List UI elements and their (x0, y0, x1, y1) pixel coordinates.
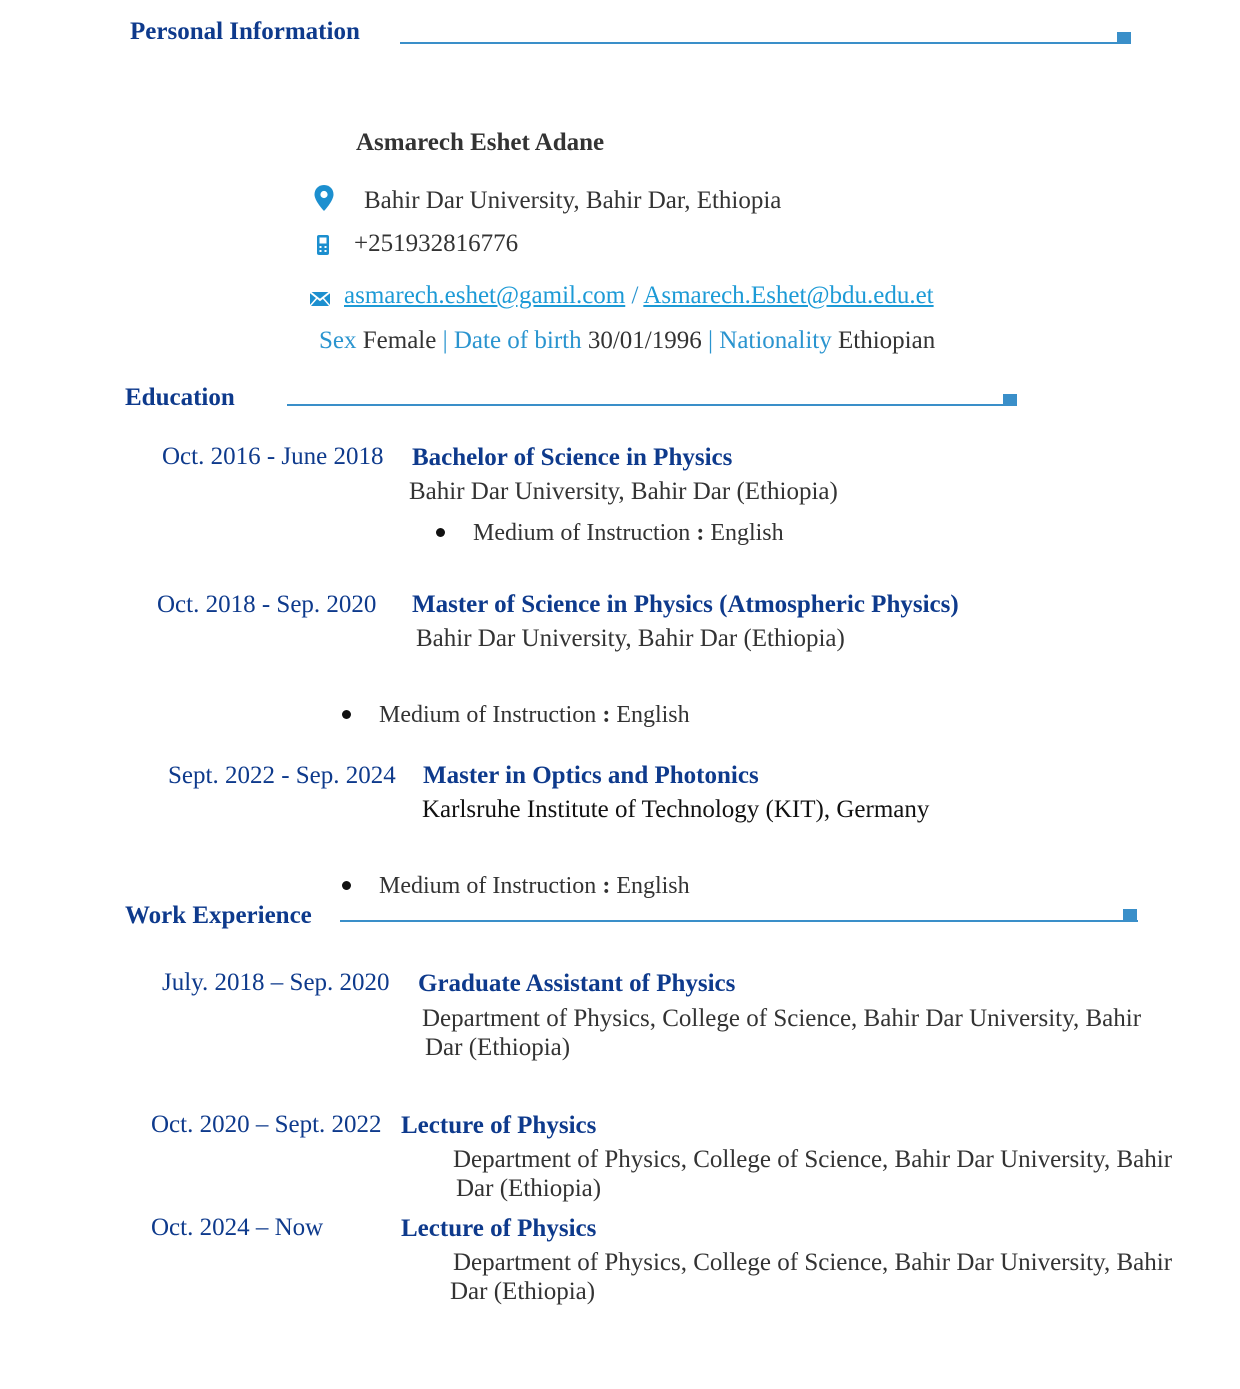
education-bullet (342, 702, 690, 729)
education-institution: Bahir Dar University, Bahir Dar (Ethiopia) (416, 625, 845, 652)
work-title: Lecture of Physics (401, 1112, 597, 1139)
education-bullet (342, 873, 690, 900)
work-dept-line2: Dar (Ethiopia) (450, 1278, 596, 1305)
bullet-label: Medium of Instruction (379, 873, 597, 899)
full-name: Asmarech Eshet Adane (356, 129, 605, 156)
email-line (344, 282, 934, 310)
education-degree: Master in Optics and Photonics (423, 762, 759, 789)
address: Bahir Dar University, Bahir Dar, Ethiopia (364, 187, 782, 214)
education-institution: Karlsruhe Institute of Technology (KIT), Germany (422, 796, 930, 823)
personal-details-line (319, 327, 935, 355)
bullet-dot (342, 710, 351, 719)
dob-value: 30/01/1996 (587, 327, 702, 354)
dob-label: Date of birth (453, 327, 582, 354)
separator: | (708, 327, 714, 354)
section-title-education: Education (125, 384, 235, 411)
education-degree: Bachelor of Science in Physics (412, 444, 733, 471)
work-dept-line2: Dar (Ethiopia) (456, 1175, 602, 1202)
section-rule-personal (400, 42, 1130, 44)
sex-label: Sex (319, 327, 357, 354)
work-dates: Oct. 2020 – Sept. 2022 (151, 1111, 382, 1138)
section-title-personal: Personal Information (130, 18, 360, 45)
section-rule-education (287, 404, 1017, 406)
email-separator: / (631, 282, 639, 309)
email-link-bdu[interactable]: Asmarech.Eshet@bdu.edu.et (643, 282, 934, 309)
education-dates: Sept. 2022 - Sep. 2024 (168, 762, 396, 789)
nationality-label: Nationality (719, 327, 832, 354)
sex-value: Female (362, 327, 437, 354)
phone-number: +251932816776 (354, 230, 519, 257)
bullet-colon: : (602, 702, 611, 728)
bullet-value: English (616, 873, 690, 899)
bullet-colon: : (696, 520, 705, 546)
work-dates: Oct. 2024 – Now (151, 1214, 324, 1241)
envelope-icon (309, 291, 331, 307)
bullet-label: Medium of Instruction (379, 702, 597, 728)
work-dept-line1: Department of Physics, College of Science, Bahir Dar University, Bahir (422, 1005, 1142, 1032)
work-title: Lecture of Physics (401, 1215, 597, 1242)
section-rule-marker (1003, 394, 1017, 406)
nationality-value: Ethiopian (838, 327, 936, 354)
work-dates: July. 2018 – Sep. 2020 (162, 969, 390, 996)
education-degree: Master of Science in Physics (Atmospheric Physics) (412, 591, 959, 618)
email-link-gmail[interactable]: asmarech.eshet@gamil.com (344, 282, 626, 309)
education-bullet (436, 520, 784, 547)
work-dept-line1: Department of Physics, College of Science, Bahir Dar University, Bahir (453, 1249, 1173, 1276)
section-rule-work (340, 920, 1138, 922)
section-rule-marker (1117, 32, 1131, 44)
bullet-value: English (710, 520, 784, 546)
section-rule-marker (1123, 909, 1137, 921)
separator: | (442, 327, 448, 354)
work-dept-line1: Department of Physics, College of Science, Bahir Dar University, Bahir (453, 1146, 1173, 1173)
location-pin-icon (313, 184, 335, 212)
bullet-value: English (616, 702, 690, 728)
education-institution: Bahir Dar University, Bahir Dar (Ethiopia) (409, 478, 838, 505)
work-title: Graduate Assistant of Physics (418, 970, 736, 997)
bullet-dot (436, 528, 445, 537)
section-title-work: Work Experience (125, 902, 312, 929)
bullet-colon: : (602, 873, 611, 899)
bullet-dot (342, 881, 351, 890)
mobile-phone-icon (316, 234, 330, 256)
education-dates: Oct. 2016 - June 2018 (162, 443, 384, 470)
bullet-label: Medium of Instruction (473, 520, 691, 546)
education-dates: Oct. 2018 - Sep. 2020 (157, 591, 377, 618)
work-dept-line2: Dar (Ethiopia) (425, 1034, 571, 1061)
